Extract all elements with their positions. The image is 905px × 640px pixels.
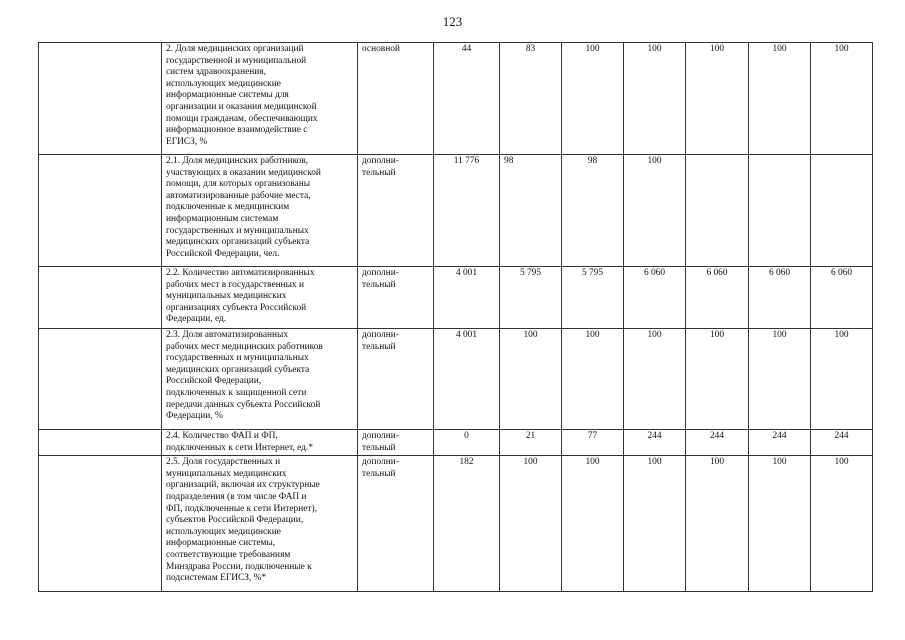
value-cell: 100 [562,456,624,592]
value-cell: 6 060 [624,267,686,329]
value-cell: 100 [811,329,873,430]
empty-cell [39,430,162,456]
value-cell: 244 [749,430,811,456]
value-cell: 100 [811,43,873,155]
indicator-name-cell: 2.2. Количество автоматизированных рабочих мест в государственных и муниципальных медицинских организациях субъекта Российской Федерации, ед. [162,267,358,329]
value-cell: 21 [500,430,562,456]
indicator-name-cell: 2.5. Доля государственных и муниципальных медицинских организаций, включая их структурные подразделения (в том числе ФАП и ФП, подключенные к сети Интернет), субъектов Российской Федерации, использующих медицинские информационные системы, соответствующие требованиям Минздрава России, подключенные к подсистемам ЕГИСЗ, %* [162,456,358,592]
table-row [39,430,873,456]
indicator-type-cell: дополни- тельный [358,430,434,456]
base-value-cell: 0 [434,430,500,456]
indicator-type-cell: основной [358,43,434,155]
empty-cell [39,267,162,329]
value-cell [749,155,811,267]
value-cell: 98 [500,155,562,267]
value-cell: 100 [500,456,562,592]
value-cell: 83 [500,43,562,155]
value-cell: 100 [686,329,749,430]
value-cell: 100 [624,456,686,592]
value-cell: 100 [749,456,811,592]
indicator-type-cell: дополни- тельный [358,155,434,267]
base-value-cell: 11 776 [434,155,500,267]
value-cell: 100 [749,329,811,430]
base-value-cell: 44 [434,43,500,155]
value-cell: 98 [562,155,624,267]
table-row [39,267,873,329]
page-number: 123 [442,14,463,29]
value-cell: 100 [624,43,686,155]
value-cell: 6 060 [811,267,873,329]
value-cell: 100 [624,155,686,267]
table-row [39,155,873,267]
value-cell [811,155,873,267]
empty-cell [39,456,162,592]
value-cell: 244 [686,430,749,456]
value-cell: 244 [624,430,686,456]
value-cell: 100 [500,329,562,430]
base-value-cell: 4 001 [434,267,500,329]
value-cell [686,155,749,267]
table-row [39,43,873,155]
value-cell: 100 [562,329,624,430]
indicator-type-cell: дополни- тельный [358,267,434,329]
value-cell: 100 [624,329,686,430]
value-cell: 100 [811,456,873,592]
value-cell: 6 060 [686,267,749,329]
value-cell: 244 [811,430,873,456]
indicator-name-cell: 2.4. Количество ФАП и ФП, подключенных к сети Интернет, ед.* [162,430,358,456]
table-row [39,329,873,430]
value-cell: 5 795 [562,267,624,329]
indicator-name-cell: 2.3. Доля автоматизированных рабочих мест медицинских работников государственных и муниципальных медицинских организаций субъекта Российской Федерации, подключенных к защищенной сети передачи данных субъекта Российской Федерации, % [162,329,358,430]
base-value-cell: 4 001 [434,329,500,430]
base-value-cell: 182 [434,456,500,592]
empty-cell [39,329,162,430]
value-cell: 100 [749,43,811,155]
indicators-table [38,42,873,592]
indicator-type-cell: дополни- тельный [358,329,434,430]
empty-cell [39,43,162,155]
value-cell: 100 [686,456,749,592]
indicator-name-cell: 2.1. Доля медицинских работников, участвующих в оказании медицинской помощи, для которых организованы автоматизированные рабочие места, подключенные к медицинским информационным системам государственных и муниципальных медицинских организаций субъекта Российской Федерации, чел. [162,155,358,267]
value-cell: 6 060 [749,267,811,329]
value-cell: 5 795 [500,267,562,329]
table-row [39,456,873,592]
value-cell: 100 [562,43,624,155]
indicator-name-cell: 2. Доля медицинских организаций государственной и муниципальной систем здравоохранения, использующих медицинские информационные системы для организации и оказания медицинской помощи гражданам, обеспечивающих информационное взаимодействие с ЕГИСЗ, % [162,43,358,155]
empty-cell [39,155,162,267]
value-cell: 100 [686,43,749,155]
value-cell: 77 [562,430,624,456]
indicator-type-cell: дополни- тельный [358,456,434,592]
